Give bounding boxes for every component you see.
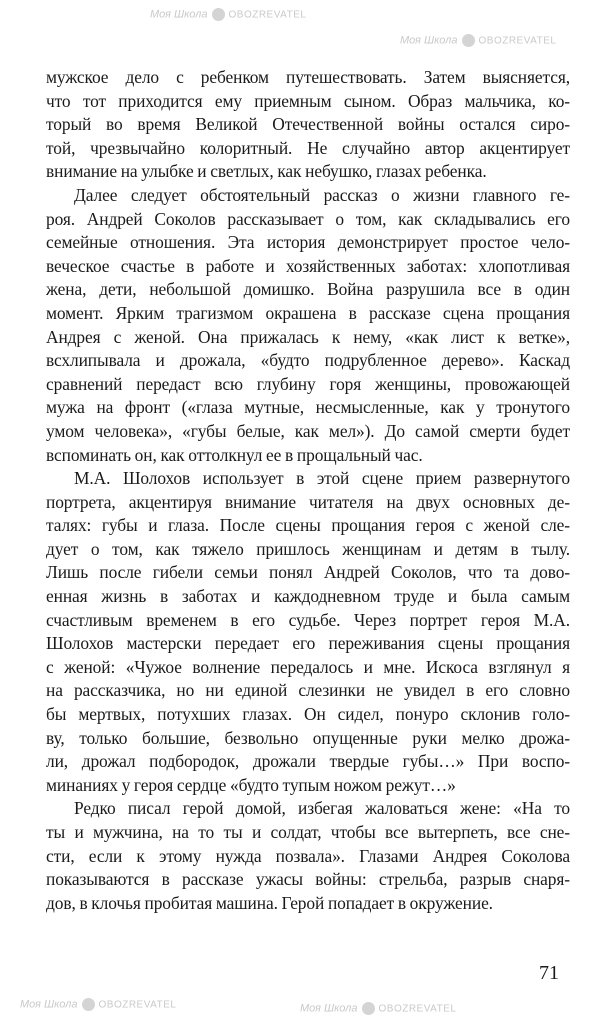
text-line: показываются в рассказе ужасы войны: стрельба, разрыв снаря- xyxy=(46,869,570,890)
text-line: М.А. Шолохов использует в этой сцене прием развернутого xyxy=(74,468,570,489)
watermark-logo-icon xyxy=(82,998,95,1011)
page-body-text xyxy=(46,66,570,915)
watermark-brand: Моя Школа xyxy=(400,34,458,47)
text-line: Лишь после гибели семьи понял Андрей Соколов, что та дово- xyxy=(46,562,570,583)
paragraph xyxy=(46,66,570,184)
paragraph xyxy=(46,467,570,797)
text-line: Шолохов мастерски передает его переживания сцены прощания xyxy=(46,633,570,654)
watermark-brand: OBOZREVATEL xyxy=(378,1003,457,1015)
text-line: торый во время Великой Отечественной войны остался сиро- xyxy=(46,114,570,135)
text-line: счастливым временем в его судьбе. Через портрет героя М.А. xyxy=(46,609,570,630)
text-line: талях: губы и глаза. После сцены прощания героя с женой сле- xyxy=(46,515,570,536)
watermark-logo-icon xyxy=(212,8,225,21)
paragraph xyxy=(46,797,570,915)
text-line: умом человека», «губы белые, как мел»). До самой смерти будет xyxy=(46,420,570,441)
text-line: семейные отношения. Эта история демонстрирует простое чело- xyxy=(46,232,570,253)
text-line: ву, только большие, безвольно опущенные руки мелко дрожа- xyxy=(46,727,570,748)
text-line: портрета, акцентируя внимание читателя на двух основных де- xyxy=(46,491,570,512)
text-line: на рассказчика, но ни единой слезинки не увидел в его словно xyxy=(46,680,570,701)
text-line: Редко писал герой домой, избегая жаловаться жене: «На то xyxy=(74,798,570,819)
watermark-brand: Моя Школа xyxy=(20,998,78,1011)
watermark-brand: Моя Школа xyxy=(150,8,208,21)
text-line: жена, дети, небольшой домишко. Война разрушила все в один xyxy=(46,279,570,300)
text-line: дует о том, как тяжело пришлось женщинам и детям в тылу. xyxy=(46,538,570,559)
watermark-brand: Моя Школа xyxy=(300,1002,358,1015)
text-line: енная жизнь в заботах и каждодневном труде и была самым xyxy=(46,586,570,607)
text-line: той, чрезвычайно колоритный. Не случайно автор акцентирует xyxy=(46,137,570,158)
watermark-logo-icon xyxy=(362,1002,375,1015)
text-line: ты и мужчина, на то ты и солдат, чтобы все вытерпеть, все сне- xyxy=(46,822,570,842)
watermark-brand: OBOZREVATEL xyxy=(98,999,177,1011)
text-line: вспоминать он, как оттолкнул ее в прощальный час. xyxy=(46,444,423,465)
text-line: что тот приходится ему приемным сыном. Образ мальчика, ко- xyxy=(46,90,570,111)
watermark xyxy=(400,34,556,47)
watermark xyxy=(300,1002,456,1015)
text-line: момент. Ярким трагизмом окрашена в рассказе сцена прощания xyxy=(46,302,570,323)
watermark-logo-icon xyxy=(462,34,475,47)
text-line: внимание на улыбке и светлых, как небушко, глазах ребенка. xyxy=(46,161,487,182)
text-line: бы мертвых, потухших глазах. Он сидел, понуро склонив голо- xyxy=(46,704,570,725)
watermark xyxy=(20,998,176,1011)
text-line: ли, дрожал подбородок, дрожали твердые губы…» При воспо- xyxy=(46,751,570,772)
watermark-brand: OBOZREVATEL xyxy=(228,9,307,21)
text-line: сти, если к этому нужда позвала». Глазами Андрея Соколова xyxy=(46,845,570,866)
text-line: всхлипывала и дрожала, «будто подрубленное дерево». Каскад xyxy=(46,350,570,371)
watermark-brand: OBOZREVATEL xyxy=(478,35,557,47)
text-line: мужа на фронт («глаза мутные, несмысленные, как у тронутого xyxy=(46,397,570,418)
text-line: Далее следует обстоятельный рассказ о жизни главного ге- xyxy=(74,184,570,205)
text-line: Андрея с женой. Она прижалась к нему, «как лист к ветке», xyxy=(46,326,570,347)
text-line: веческое счастье в работе и хозяйственных заботах: хлопотливая xyxy=(46,255,570,276)
watermark xyxy=(150,8,306,21)
text-line: сравнений передаст всю глубину горя женщины, провожающей xyxy=(46,373,570,394)
text-line: роя. Андрей Соколов рассказывает о том, как складывались его xyxy=(46,208,570,229)
page-number: 71 xyxy=(539,962,559,984)
text-line: с женой: «Чужое волнение передалось и мне. Искоса взглянул я xyxy=(46,656,570,677)
text-line: мужское дело с ребенком путешествовать. Затем выясняется, xyxy=(46,67,570,87)
paragraph xyxy=(46,184,570,467)
text-line: минаниях у героя сердце «будто тупым ножом режут…» xyxy=(46,774,456,795)
text-line: дов, в клочья пробитая машина. Герой попадает в окружение. xyxy=(46,892,493,913)
